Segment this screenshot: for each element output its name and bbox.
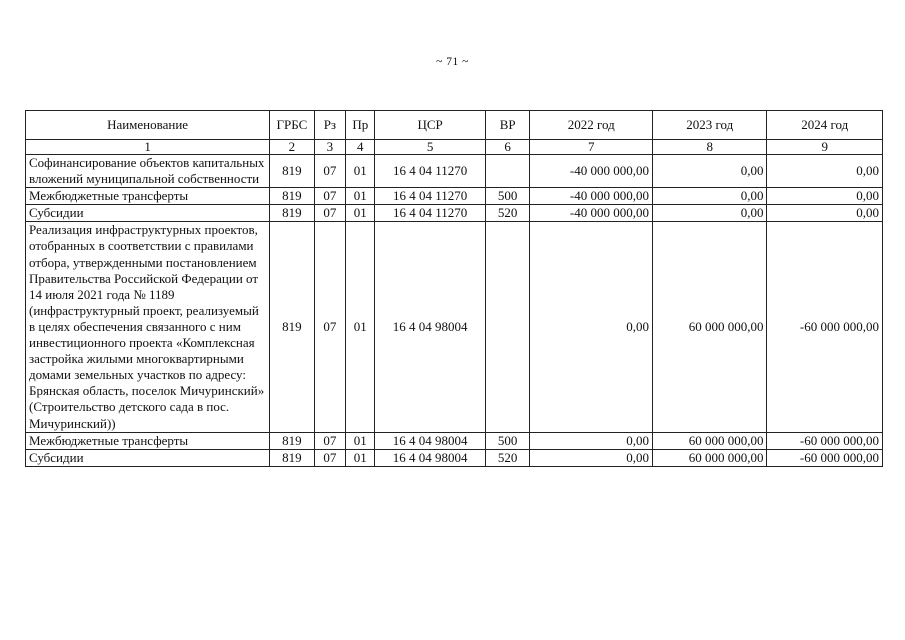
row-pr: 01: [346, 449, 375, 466]
row-pr: 01: [346, 155, 375, 188]
table-row: [26, 205, 883, 222]
page-number: ~ 71 ~: [436, 56, 469, 68]
row-csr: 16 4 04 11270: [375, 205, 485, 222]
column-number: 3: [314, 140, 345, 155]
row-2023: 0,00: [652, 205, 766, 222]
row-2022: 0,00: [530, 432, 653, 449]
row-grbs: 819: [270, 155, 315, 188]
row-2022: 0,00: [530, 449, 653, 466]
column-number: 8: [652, 140, 766, 155]
row-grbs: 819: [270, 205, 315, 222]
row-vr: 520: [485, 205, 530, 222]
row-pr: 01: [346, 205, 375, 222]
table-row: [26, 449, 883, 466]
row-vr: 500: [485, 188, 530, 205]
row-vr: 500: [485, 432, 530, 449]
row-name: Субсидии: [26, 449, 270, 466]
row-grbs: 819: [270, 222, 315, 432]
row-2024: 0,00: [767, 188, 883, 205]
row-vr: [485, 222, 530, 432]
column-number: 6: [485, 140, 530, 155]
row-csr: 16 4 04 98004: [375, 432, 485, 449]
column-number-row: [26, 140, 883, 155]
header-2022: 2022 год: [530, 111, 653, 140]
row-csr: 16 4 04 11270: [375, 155, 485, 188]
row-grbs: 819: [270, 432, 315, 449]
row-rz: 07: [314, 155, 345, 188]
row-2023: 60 000 000,00: [652, 222, 766, 432]
row-2024: -60 000 000,00: [767, 432, 883, 449]
budget-table: [25, 110, 883, 467]
row-rz: 07: [314, 432, 345, 449]
header-grbs: ГРБС: [270, 111, 315, 140]
row-grbs: 819: [270, 449, 315, 466]
header-vr: ВР: [485, 111, 530, 140]
row-pr: 01: [346, 432, 375, 449]
row-2022: 0,00: [530, 222, 653, 432]
row-2022: -40 000 000,00: [530, 155, 653, 188]
table-row: [26, 155, 883, 188]
row-name: Межбюджетные трансферты: [26, 432, 270, 449]
row-name: Межбюджетные трансферты: [26, 188, 270, 205]
row-rz: 07: [314, 205, 345, 222]
row-pr: 01: [346, 222, 375, 432]
row-2022: -40 000 000,00: [530, 188, 653, 205]
row-vr: [485, 155, 530, 188]
row-2024: 0,00: [767, 155, 883, 188]
header-pr: Пр: [346, 111, 375, 140]
row-name: Субсидии: [26, 205, 270, 222]
row-2024: -60 000 000,00: [767, 222, 883, 432]
header-name: Наименование: [26, 111, 270, 140]
row-pr: 01: [346, 188, 375, 205]
row-2023: 60 000 000,00: [652, 449, 766, 466]
row-rz: 07: [314, 188, 345, 205]
row-2023: 0,00: [652, 155, 766, 188]
row-vr: 520: [485, 449, 530, 466]
row-csr: 16 4 04 98004: [375, 222, 485, 432]
header-csr: ЦСР: [375, 111, 485, 140]
column-number: 2: [270, 140, 315, 155]
table-row: [26, 222, 883, 432]
header-rz: Рз: [314, 111, 345, 140]
row-2023: 60 000 000,00: [652, 432, 766, 449]
column-number: 5: [375, 140, 485, 155]
row-name: Реализация инфраструктурных проектов, отобранных в соответствии с правилами отбора, утвержденными постановлением Правительства Российской Федерации от 14 июля 2021 года № 1189 (инфраструктурный проект, реализуемый в целях обеспечения связанного с ним инвестиционного проекта «Комплексная застройка жилыми многоквартирными домами земельных участков по адресу: Брянская область, поселок Мичуринский» (Строительство детского сада в пос. Мичуринский)): [26, 222, 270, 432]
row-grbs: 819: [270, 188, 315, 205]
header-2023: 2023 год: [652, 111, 766, 140]
row-csr: 16 4 04 98004: [375, 449, 485, 466]
table-row: [26, 432, 883, 449]
row-2023: 0,00: [652, 188, 766, 205]
row-2024: 0,00: [767, 205, 883, 222]
header-2024: 2024 год: [767, 111, 883, 140]
column-number: 4: [346, 140, 375, 155]
row-rz: 07: [314, 222, 345, 432]
row-csr: 16 4 04 11270: [375, 188, 485, 205]
row-2024: -60 000 000,00: [767, 449, 883, 466]
table-row: [26, 188, 883, 205]
row-2022: -40 000 000,00: [530, 205, 653, 222]
row-rz: 07: [314, 449, 345, 466]
column-number: 9: [767, 140, 883, 155]
column-number: 1: [26, 140, 270, 155]
row-name: Софинансирование объектов капитальных вложений муниципальной собственности: [26, 155, 270, 188]
column-number: 7: [530, 140, 653, 155]
header-row: [26, 111, 883, 140]
